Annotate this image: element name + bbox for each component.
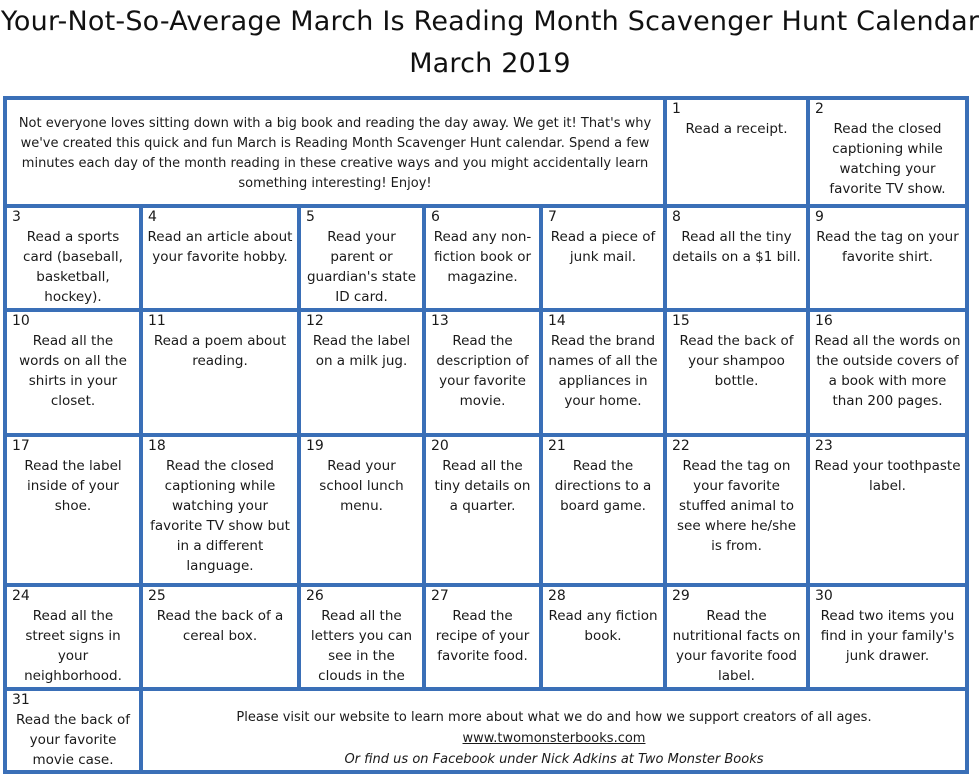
day-number: 8 <box>672 209 681 225</box>
day-number: 14 <box>548 313 566 329</box>
day-text: Read your toothpaste label. <box>814 458 961 494</box>
day-text: Read any fiction book. <box>548 608 658 644</box>
day-cell <box>665 206 808 310</box>
day-cell <box>808 585 967 689</box>
day-number: 3 <box>12 209 21 225</box>
day-number: 4 <box>148 209 157 225</box>
day-cell <box>5 689 141 772</box>
day-number: 26 <box>306 588 324 604</box>
day-text: Read all the words on the outside covers of a book with more than 200 pages. <box>814 333 961 409</box>
day-cell <box>5 585 141 689</box>
day-cell <box>541 310 665 435</box>
day-text: Read the back of your shampoo bottle. <box>679 333 794 389</box>
day-cell <box>665 310 808 435</box>
day-cell <box>808 435 967 585</box>
day-text: Read the brand names of all the appliances in your home. <box>548 333 658 409</box>
day-cell <box>808 206 967 310</box>
website-link[interactable]: www.twomonsterbooks.com <box>462 731 646 746</box>
day-number: 21 <box>548 438 566 454</box>
day-text: Read the tag on your favorite shirt. <box>816 229 959 265</box>
page-title: Your-Not-So-Average March Is Reading Month Scavenger Hunt Calendar <box>0 6 980 37</box>
day-cell <box>299 435 424 585</box>
day-number: 17 <box>12 438 30 454</box>
day-number: 20 <box>431 438 449 454</box>
intro-cell <box>5 98 665 206</box>
day-number: 13 <box>431 313 449 329</box>
day-text: Read the label inside of your shoe. <box>24 458 122 514</box>
day-cell <box>541 206 665 310</box>
day-text: Read all the street signs in your neighborhood. <box>24 608 122 684</box>
day-cell <box>141 206 299 310</box>
day-number: 30 <box>815 588 833 604</box>
day-text: Read the tag on your favorite stuffed animal to see where he/she is from. <box>677 458 796 554</box>
page-subtitle: March 2019 <box>409 48 571 79</box>
day-text: Read the closed captioning while watching your favorite TV show but in a different language. <box>150 458 290 574</box>
day-cell <box>808 310 967 435</box>
day-cell <box>665 98 808 206</box>
day-cell <box>141 310 299 435</box>
day-text: Read an article about your favorite hobby. <box>147 229 293 265</box>
day-cell <box>299 585 424 689</box>
day-number: 24 <box>12 588 30 604</box>
day-text: Read any non-fiction book or magazine. <box>433 229 532 285</box>
day-text: Read the directions to a board game. <box>554 458 652 514</box>
day-text: Read all the tiny details on a $1 bill. <box>672 229 801 265</box>
day-text: Read the nutritional facts on your favorite food label. <box>672 608 801 684</box>
day-text: Read two items you find in your family's junk drawer. <box>820 608 955 664</box>
day-cell <box>141 435 299 585</box>
day-number: 16 <box>815 313 833 329</box>
day-text: Read the back of your favorite movie case. <box>15 712 131 768</box>
day-number: 2 <box>815 101 824 117</box>
day-number: 27 <box>431 588 449 604</box>
day-cell <box>5 435 141 585</box>
footer-cell <box>141 689 967 772</box>
day-text: Read all the letters you can see in the clouds in the <box>310 608 413 684</box>
intro-text: Not everyone loves sitting down with a big book and reading the day away. We get it! That's why we've created this quick and fun March is Reading Month Scavenger Hunt calendar. Spend a few minutes each day of the month reading in these creative ways and you might accidentally learn something interesting! Enjoy! <box>18 116 652 191</box>
day-cell <box>541 435 665 585</box>
day-number: 6 <box>431 209 440 225</box>
day-text: Read the back of a cereal box. <box>156 608 284 644</box>
day-cell <box>665 435 808 585</box>
day-cell <box>5 310 141 435</box>
day-text: Read the label on a milk jug. <box>312 333 411 369</box>
day-text: Read a piece of junk mail. <box>550 229 656 265</box>
day-cell <box>665 585 808 689</box>
day-cell <box>424 310 541 435</box>
day-text: Read a poem about reading. <box>153 333 287 369</box>
day-text: Read your parent or guardian's state ID card. <box>306 229 417 305</box>
day-cell <box>5 206 141 310</box>
day-text: Read all the tiny details on a quarter. <box>434 458 531 514</box>
day-number: 28 <box>548 588 566 604</box>
day-number: 10 <box>12 313 30 329</box>
day-cell <box>424 206 541 310</box>
day-text: Read a receipt. <box>685 121 788 137</box>
day-number: 31 <box>12 692 30 708</box>
day-cell <box>299 310 424 435</box>
day-number: 1 <box>672 101 681 117</box>
footer-text <box>149 707 959 770</box>
day-text: Read the description of your favorite movie. <box>436 333 529 409</box>
day-number: 19 <box>306 438 324 454</box>
day-number: 5 <box>306 209 315 225</box>
footer-facebook-text: Or find us on Facebook under Nick Adkins at Two Monster Books <box>344 752 764 767</box>
day-number: 18 <box>148 438 166 454</box>
day-number: 25 <box>148 588 166 604</box>
day-text: Read all the words on all the shirts in your closet. <box>19 333 127 409</box>
day-number: 11 <box>148 313 166 329</box>
day-number: 29 <box>672 588 690 604</box>
day-number: 12 <box>306 313 324 329</box>
day-cell <box>424 435 541 585</box>
day-cell <box>299 206 424 310</box>
day-text: Read a sports card (baseball, basketball, hockey). <box>23 229 123 305</box>
calendar-grid <box>3 96 969 774</box>
day-cell <box>424 585 541 689</box>
day-number: 23 <box>815 438 833 454</box>
day-number: 9 <box>815 209 824 225</box>
day-text: Read the recipe of your favorite food. <box>435 608 530 664</box>
day-number: 7 <box>548 209 557 225</box>
day-number: 15 <box>672 313 690 329</box>
day-text: Read the closed captioning while watching your favorite TV show. <box>829 121 946 197</box>
day-cell <box>141 585 299 689</box>
day-cell <box>808 98 967 206</box>
day-number: 22 <box>672 438 690 454</box>
day-cell <box>541 585 665 689</box>
day-text: Read your school lunch menu. <box>319 458 404 514</box>
footer-visit-text: Please visit our website to learn more about what we do and how we support creators of all ages. <box>236 710 872 725</box>
